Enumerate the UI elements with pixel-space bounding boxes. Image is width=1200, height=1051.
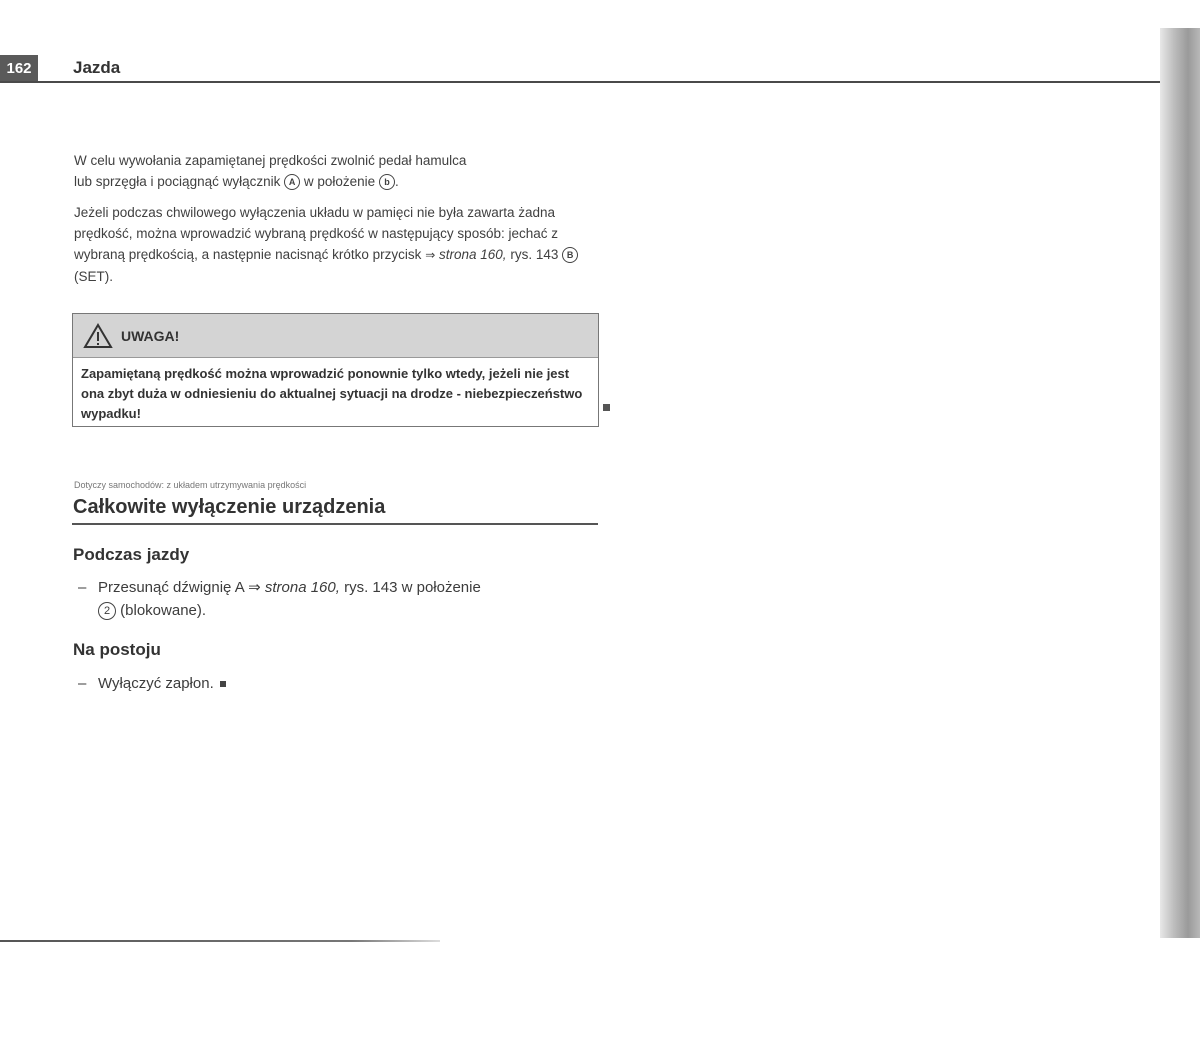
section-divider <box>72 523 598 525</box>
circled-label-a: A <box>284 174 300 190</box>
set-label: (SET). <box>74 269 113 284</box>
chapter-title: Jazda <box>73 58 121 77</box>
page-number: 162 <box>0 55 38 82</box>
footer-divider <box>0 940 440 942</box>
end-of-section-mark <box>603 404 610 411</box>
step-text: Wyłączyć zapłon. <box>98 675 214 692</box>
applies-to-note: Dotyczy samochodów: z układem utrzymywania prędkości <box>74 480 307 490</box>
warning-triangle-icon <box>83 323 113 349</box>
step-text: rys. 143 w położenie <box>344 579 481 596</box>
step-text: Przesunąć dźwignię A <box>98 579 244 596</box>
circled-label-b: b <box>379 174 395 190</box>
warning-box <box>72 313 599 427</box>
subheading-while-driving: Podczas jazdy <box>73 545 190 564</box>
page-reference: strona 160, <box>264 579 340 596</box>
paragraph-line: lub sprzęgła i pociągnąć wyłącznik <box>74 174 281 189</box>
paragraph-text: Jeżeli podczas chwilowego wyłączenia układu w pamięci nie była zawarta żadna prędkość, można wprowadzić wybraną prędkość w następujący sposób: jechać z wybraną prędkością, a następnie nacisnąć krótko przycisk <box>74 205 558 262</box>
reference-arrow: ⇒ <box>248 579 261 596</box>
paragraph-line: W celu wywołania zapamiętanej prędkości zwolnić pedał hamulca <box>74 153 467 168</box>
warning-header <box>73 314 598 358</box>
paragraph-set-speed <box>74 202 594 287</box>
header-divider <box>0 81 1160 83</box>
page-edge-shadow <box>1160 28 1200 938</box>
step-while-driving <box>78 576 608 622</box>
paragraph-line: w położenie <box>303 174 376 189</box>
list-dash: – <box>78 579 87 596</box>
subheading-parked: Na postoju <box>73 640 161 659</box>
step-parked <box>78 672 226 695</box>
list-dash: – <box>78 675 87 692</box>
circled-label-2: 2 <box>98 602 116 620</box>
page-reference: strona 160, <box>439 247 507 262</box>
warning-text: Zapamiętaną prędkość można wprowadzić ponownie tylko wtedy, jeżeli nie jest ona zbyt duża w odniesieniu do aktualnej sytuacji na drodze - niebezpieczeństwo wypadku! <box>81 366 583 421</box>
paragraph-recall-speed <box>74 150 594 192</box>
warning-title: UWAGA! <box>121 327 180 344</box>
figure-reference: rys. 143 <box>510 247 559 262</box>
reference-arrow: ⇒ <box>425 248 436 262</box>
step-text: (blokowane). <box>120 602 207 619</box>
period: . <box>394 174 399 189</box>
end-of-section-mark <box>220 681 226 687</box>
section-title: Całkowite wyłączenie urządzenia <box>73 496 386 518</box>
circled-label-b: B <box>562 247 578 263</box>
